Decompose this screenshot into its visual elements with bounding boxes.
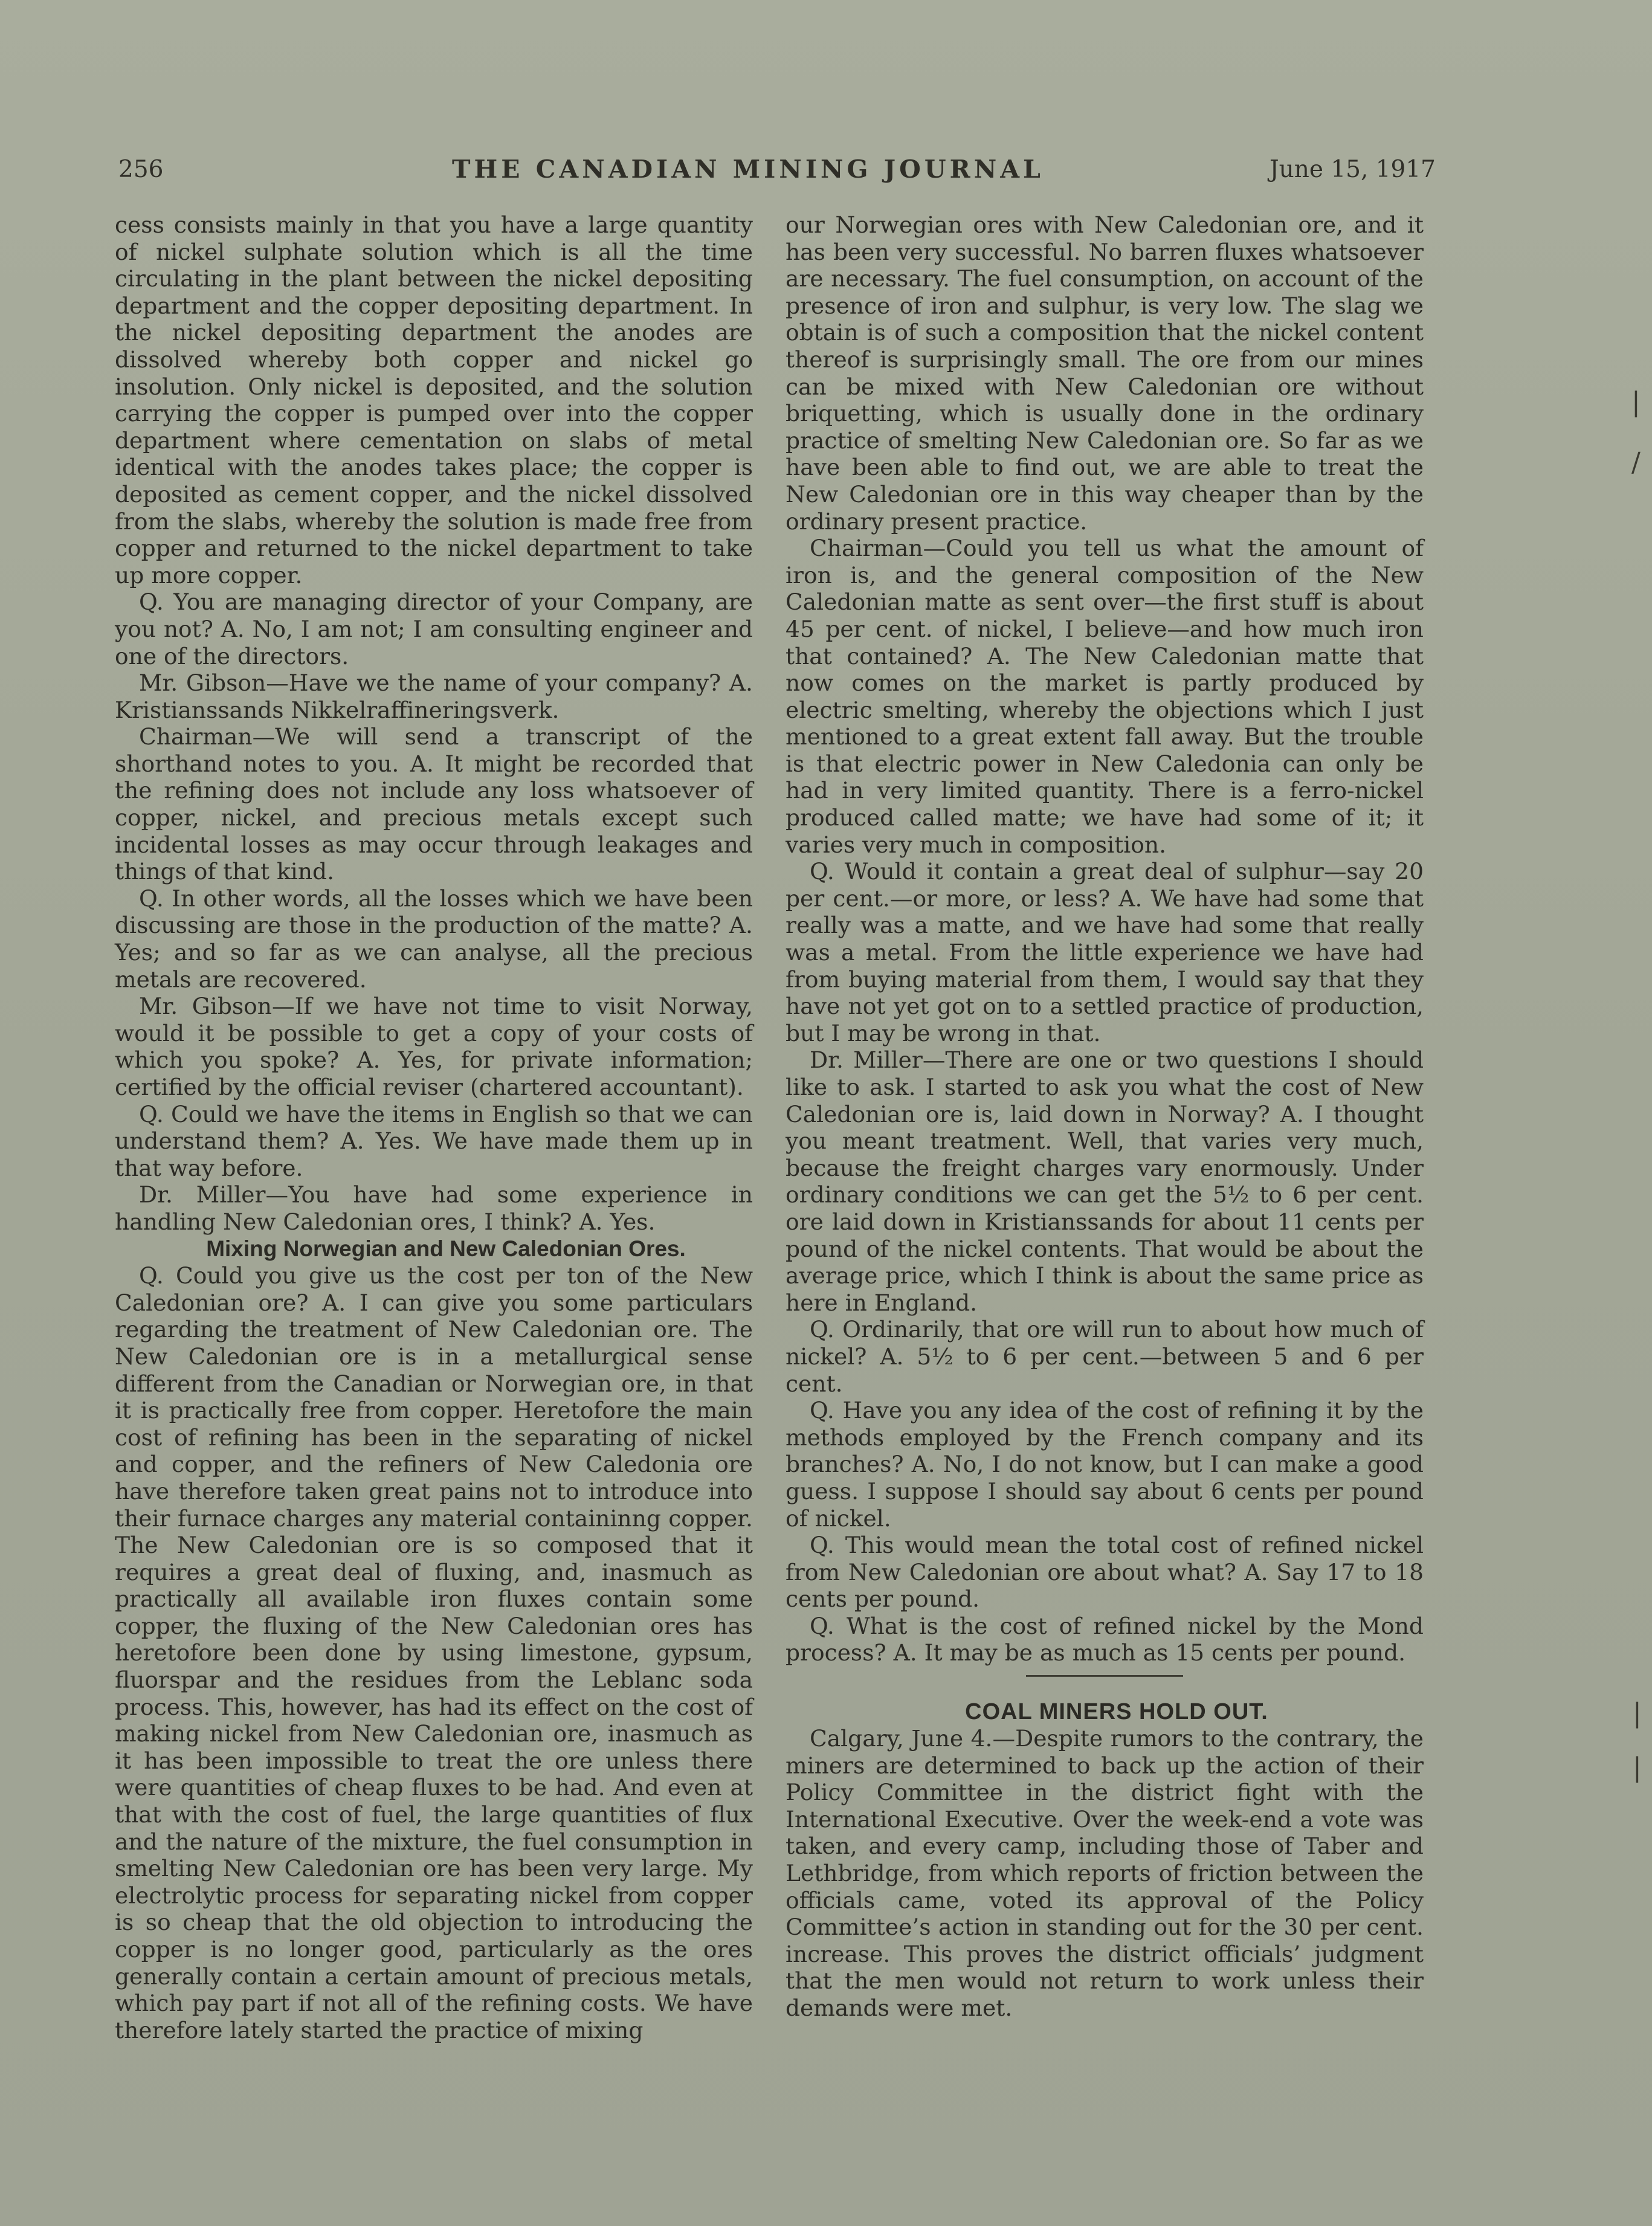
paragraph: Q. You are managing director of your Company, are you not? A. No, I am not; I am consulting engineer and one of the directors. (115, 589, 753, 669)
margin-tick-mark: | (1631, 387, 1641, 418)
margin-tick-mark: / (1631, 447, 1641, 478)
paragraph: Dr. Miller—There are one or two questions I should like to ask. I started to ask you what the cost of New Caledonian ore is, laid down in Norway? A. I thought you meant treatment. Well, that varies very much, because the freight charges vary enormously. Under ordinary conditions we can get the 5½ to 6 per cent. ore laid down in Kristianssands for about 11 cents per pound of the nickel contents. That would be about the average price, which I think is about the same price as here in England. (786, 1047, 1424, 1316)
journal-title: THE CANADIAN MINING JOURNAL (452, 155, 1044, 184)
paragraph: Q. This would mean the total cost of refined nickel from New Caledonian ore about what? A. Say 17 to 18 cents per pound. (786, 1532, 1424, 1613)
subheading: Mixing Norwegian and New Caledonian Ores. (206, 1236, 686, 1261)
paragraph: Q. In other words, all the losses which we have been discussing are those in the production of the matte? A. Yes; and so far as we can analyse, all the precious metals are recovered. (115, 885, 753, 993)
paragraph: Chairman—Could you tell us what the amount of iron is, and the general composition of the New Caledonian matte as sent over—the first stuff is about 45 per cent. of nickel, I believe—and how much iron that contained? A. The New Caledonian matte that now comes on the market is partly produced by electric smelting, whereby the objections which I just mentioned to a great extent fall away. But the trouble is that electric power in New Caledonia can only be had in very limited quantity. There is a ferro-nickel produced called matte; we have had some of it; it varies very much in composition. (786, 535, 1424, 858)
paragraph: Q. Have you any idea of the cost of refining it by the methods employed by the French company and its branches? A. No, I do not know, but I can make a good guess. I suppose I should say about 6 cents per pound of nickel. (786, 1397, 1424, 1532)
paragraph: Mr. Gibson—If we have not time to visit Norway, would it be possible to get a copy of your costs of which you spoke? A. Yes, for private information; certified by the official reviser (chartered accountant). (115, 993, 753, 1100)
left-column (115, 211, 753, 2044)
paragraph: Mr. Gibson—Have we the name of your company? A. Kristianssands Nikkelraffineringsverk. (115, 669, 753, 723)
paragraph: Q. Could we have the items in English so that we can understand them? A. Yes. We have made them up in that way before. (115, 1100, 753, 1181)
paragraph: our Norwegian ores with New Caledonian ore, and it has been very successful. No barren fluxes whatsoever are necessary. The fuel consumption, on account of the presence of iron and sulphur, is very low. The slag we obtain is of such a composition that the nickel content thereof is surprisingly small. The ore from our mines can be mixed with New Caledonian ore without briquetting, which is usually done in the ordinary practice of smelting New Caledonian ore. So far as we have been able to find out, we are able to treat the New Caledonian ore in this way cheaper than by the ordinary present practice. (786, 211, 1424, 535)
issue-date: June 15, 1917 (1269, 156, 1436, 183)
paragraph: Calgary, June 4.—Despite rumors to the contrary, the miners are determined to back up the action of their Policy Committee in the district fight with the International Executive. Over the week-end a vote was taken, and every camp, including those of Taber and Lethbridge, from which reports of friction between the officials came, voted its approval of the Policy Committee’s action in standing out for the 30 per cent. increase. This proves the district officials’ judgment that the men would not return to work unless their demands were met. (786, 1725, 1424, 2021)
margin-tick-mark: | (1633, 1698, 1642, 1729)
paragraph: Dr. Miller—You have had some experience in handling New Caledonian ores, I think? A. Yes. (115, 1181, 753, 1235)
page-number: 256 (118, 156, 164, 183)
paragraph: Q. Ordinarily, that ore will run to about how much of nickel? A. 5½ to 6 per cent.—between 5 and 6 per cent. (786, 1316, 1424, 1397)
paragraph: Q. Would it contain a great deal of sulphur—say 20 per cent.—or more, or less? A. We have had some that really was a matte, and we have had some that really was a metal. From the little experience we have had from buying material from them, I would say that they have not yet got on to a settled practice of production, but I may be wrong in that. (786, 858, 1424, 1047)
right-column (786, 211, 1424, 2022)
paragraph: cess consists mainly in that you have a large quantity of nickel sulphate solution which is all the time circulating in the plant between the nickel depositing department and the copper depositing department. In the nickel depositing department the anodes are dissolved whereby both copper and nickel go insolution. Only nickel is deposited, and the solution carrying the copper is pumped over into the copper department where cementation on slabs of metal identical with the anodes takes place; the copper is deposited as cement copper, and the nickel dissolved from the slabs, whereby the solution is made free from copper and returned to the nickel department to take up more copper. (115, 211, 753, 589)
paragraph: Q. Could you give us the cost per ton of the New Caledonian ore? A. I can give you some particulars regarding the treatment of New Caledonian ore. The New Caledonian ore is in a metallurgical sense different from the Canadian or Norwegian ore, in that it is practically free from copper. Heretofore the main cost of refining has been in the separating of nickel and copper, and the refiners of New Caledonia ore have therefore taken great pains not to introduce into their furnace charges any material containinng copper. The New Caledonian ore is so composed that it requires a great deal of fluxing, and, inasmuch as practically all available iron fluxes contain some copper, the fluxing of the New Caledonian ores has heretofore been done by using limestone, gypsum, fluorspar and the residues from the Leblanc soda process. This, however, has had its effect on the cost of making nickel from New Caledonian ore, inasmuch as it has been impossible to treat the ore unless there were quantities of cheap fluxes to be had. And even at that with the cost of fuel, the large quantities of flux and the nature of the mixture, the fuel consumption in smelting New Caledonian ore has been very large. My electrolytic process for separating nickel from copper is so cheap that the old objection to introducing the copper is no longer good, particularly as the ores generally contain a certain amount of precious metals, which pay part if not all of the refining costs. We have therefore lately started the practice of mixing (115, 1262, 753, 2044)
section-title: COAL MINERS HOLD OUT. (965, 1699, 1268, 1725)
margin-tick-mark: | (1633, 1752, 1642, 1783)
running-header (118, 156, 1436, 192)
section-divider (1026, 1675, 1183, 1677)
paragraph: Q. What is the cost of refined nickel by the Mond process? A. It may be as much as 15 cents per pound. (786, 1612, 1424, 1666)
paragraph: Chairman—We will send a transcript of the shorthand notes to you. A. It might be recorded that the refining does not include any loss whatsoever of copper, nickel, and precious metals except such incidental losses as may occur through leakages and things of that kind. (115, 723, 753, 885)
